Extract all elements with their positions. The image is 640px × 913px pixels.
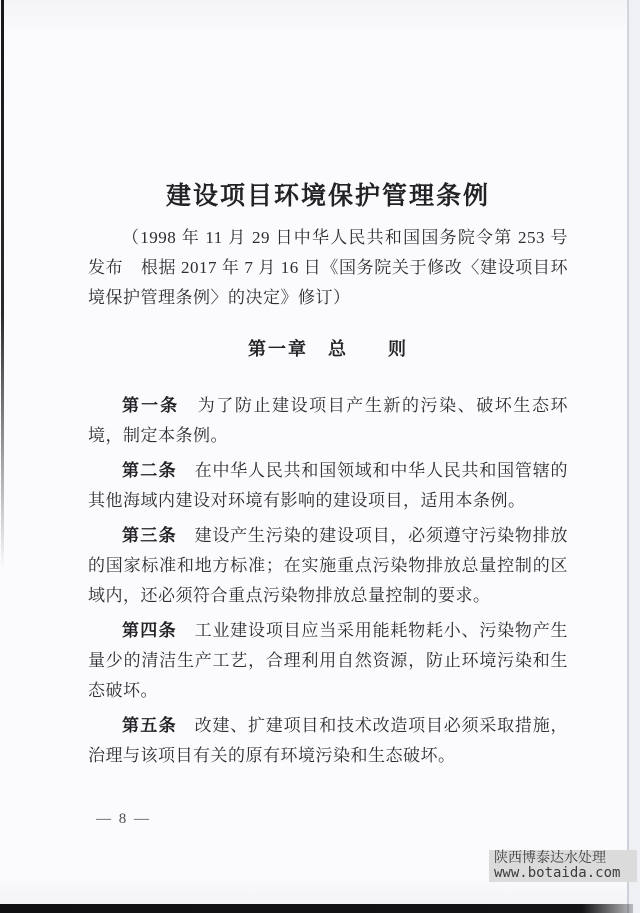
document-title: 建设项目环境保护管理条例 (165, 183, 490, 210)
article-2-label: 第二条 (122, 461, 177, 480)
article-4 (88, 616, 568, 706)
article-1 (88, 391, 568, 451)
article-4-label: 第四条 (122, 621, 177, 640)
chapter-heading: 第一章 总 则 (248, 339, 408, 359)
article-1-text: 为了防止建设项目产生新的污染、破坏生态环境，制定本条例。 (88, 396, 569, 445)
article-5-text: 改建、扩建项目和技术改造项目必须采取措施，治理与该项目有关的原有环境污染和生态破坏。 (88, 716, 568, 765)
article-1-label: 第一条 (122, 396, 180, 415)
watermark (489, 850, 637, 882)
scan-edge-right-line (627, 0, 629, 913)
article-5-label: 第五条 (122, 716, 177, 735)
page-number: — 8 — (96, 811, 151, 827)
article-4-text: 工业建设项目应当采用能耗物耗小、污染物产生量少的清洁生产工艺，合理利用自然资源，防止环境污染和生态破坏。 (88, 621, 568, 700)
document-body (88, 0, 568, 776)
article-5 (88, 711, 568, 771)
promulgation-note: （1998 年 11 月 29 日中华人民共和国国务院令第 253 号发布 根据 2017 年 7 月 16 日《国务院关于修改〈建设项目环境保护管理条例〉的决定》修订） (88, 228, 568, 307)
article-3-label: 第三条 (122, 526, 177, 545)
article-3 (88, 521, 568, 611)
watermark-url: www.botaida.com (494, 865, 621, 881)
article-2-text: 在中华人民共和国领域和中华人民共和国管辖的其他海域内建设对环境有影响的建设项目，适用本条例。 (88, 461, 568, 510)
scan-edge-left (1, 0, 4, 570)
articles-section (88, 391, 568, 771)
article-2 (88, 456, 568, 516)
scan-edge-bottom (0, 904, 633, 913)
article-3-text: 建设产生污染的建设项目，必须遵守污染物排放的国家标准和地方标准；在实施重点污染物排放总量控制的区域内，还必须符合重点污染物排放总量控制的要求。 (88, 526, 568, 605)
scan-edge-right-strip (628, 0, 640, 913)
watermark-company: 陕西博泰达水处理 (494, 850, 606, 866)
